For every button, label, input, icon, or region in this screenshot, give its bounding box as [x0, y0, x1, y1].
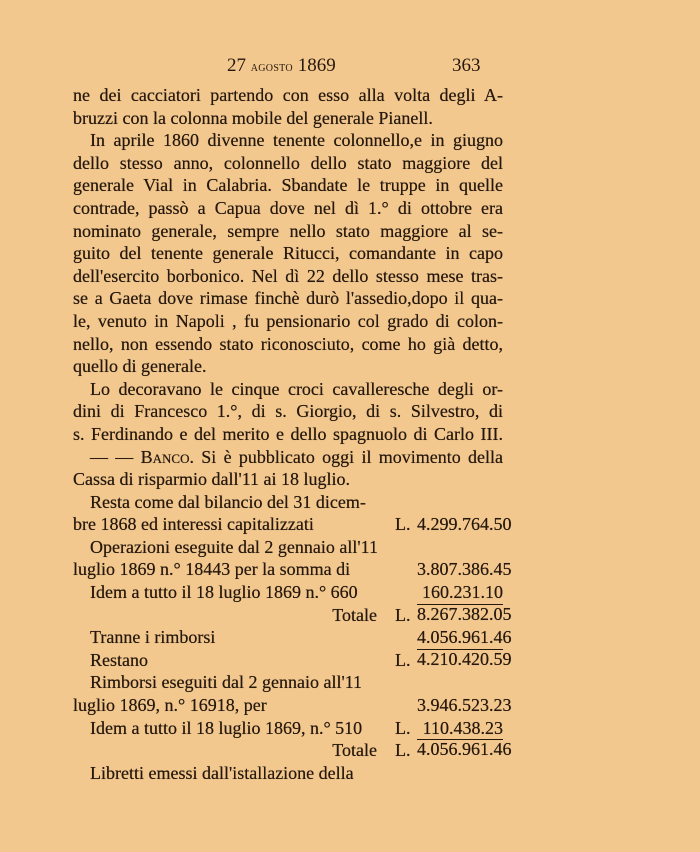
ledger-amount: 3.807.386.45 [417, 559, 512, 580]
text-line: ne dei cacciatori partendo con esso alla volta degli A- [73, 85, 503, 105]
ledger-row [73, 739, 512, 762]
ledger-currency [395, 671, 417, 694]
ledger-amount [417, 762, 503, 785]
ledger-amount [417, 491, 503, 514]
body-text [73, 84, 503, 446]
ledger-description: Tranne i rimborsi [90, 627, 216, 648]
text-line: se a Gaeta dove rimase finchè durò l'assedio,dopo il qua- [73, 288, 503, 309]
text-line: guito del tenente generale Ritucci, comandante in capo [73, 243, 503, 264]
ledger-description: Resta come dal bilancio del 31 dicem- [90, 491, 366, 512]
header-date [227, 55, 336, 77]
ledger-amount: 3.946.523.23 [417, 695, 512, 716]
ledger-description: Restano [90, 649, 148, 670]
ledger-amount: 160.231.10 [422, 582, 503, 603]
banco-intro: Si è pubblicato oggi il movimento della [201, 446, 504, 467]
ledger-row [73, 717, 503, 740]
ledger-table [73, 491, 512, 785]
em-dashes: — — [90, 446, 134, 467]
text-line: Cassa di risparmio dall'11 ai 18 luglio. [73, 469, 351, 490]
ledger-currency: L. [395, 717, 411, 738]
ledger-row [73, 648, 512, 672]
text-line: dello stesso anno, colonnello dello stato maggiore del [73, 152, 503, 173]
text-line: Lo decoravano le cinque croci cavalleresche degli or- [90, 378, 503, 399]
text-column [73, 84, 512, 784]
ledger-row [73, 762, 503, 785]
ledger-description: Totale [332, 740, 377, 761]
ledger-row [73, 513, 512, 536]
ledger-currency: L. [395, 649, 411, 670]
ledger-currency [395, 491, 417, 514]
date-year: 1869 [297, 55, 336, 76]
ledger-description: Rimborsi eseguiti dal 2 gennaio all'11 [90, 672, 363, 693]
ledger-row [73, 603, 512, 627]
text-line: s. Ferdinando e del merito e dello spagnuolo di Carlo III. [73, 423, 503, 444]
running-header [0, 55, 700, 79]
ledger-row [73, 671, 503, 694]
banco-heading-line [73, 446, 503, 469]
ledger-row [73, 694, 512, 717]
ledger-currency [395, 581, 417, 604]
ledger-amount [417, 536, 503, 559]
ledger-amount: 4.299.764.50 [417, 514, 512, 535]
text-line: dini di Francesco 1.°, di s. Giorgio, di s. Silvestro, di [73, 401, 503, 422]
date-month: agosto [250, 60, 293, 75]
ledger-description: Idem a tutto il 18 luglio 1869 n.° 660 [90, 582, 358, 603]
ledger-amount: 4.056.961.46 [417, 627, 512, 648]
ledger-currency [395, 694, 417, 717]
ledger-row [73, 626, 512, 649]
ledger-row [73, 558, 512, 581]
ledger-row [73, 491, 503, 514]
ledger-description: Totale [332, 604, 377, 625]
ledger-currency [395, 762, 417, 785]
text-line: nominato generale, sempre nello stato maggiore al se- [73, 220, 503, 241]
ledger-currency [395, 558, 417, 581]
text-line: dell'esercito borbonico. Nel dì 22 dello stesso mese tras- [73, 265, 503, 286]
ledger-description: Libretti emessi dall'istallazione della [90, 762, 354, 783]
text-line: le, venuto in Napoli , fu pensionario col grado di colon- [73, 310, 503, 331]
text-line: In aprile 1860 divenne tenente colonnello,e in giugno [90, 130, 503, 151]
ledger-amount: 4.210.420.59 [417, 648, 512, 669]
ledger-description: bre 1868 ed interessi capitalizzati [73, 514, 314, 535]
ledger-currency [395, 626, 417, 649]
ledger-amount: 4.056.961.46 [417, 739, 512, 760]
ledger-description: Idem a tutto il 18 luglio 1869, n.° 510 [90, 717, 363, 738]
ledger-currency [395, 536, 417, 559]
ledger-currency: L. [395, 604, 411, 625]
ledger-currency: L. [395, 740, 411, 761]
date-day: 27 [227, 55, 246, 76]
ledger-amount [417, 671, 503, 694]
text-line: nello, non essendo stato riconosciuto, come ho già detto, [73, 333, 503, 354]
section-heading-banco: Banco. [140, 446, 194, 467]
text-line: quello di generale. [73, 356, 207, 377]
text-line: generale Vial in Calabria. Sbandate le truppe in quelle [73, 175, 503, 196]
ledger-description: luglio 1869 n.° 18443 per la somma di [73, 559, 351, 580]
ledger-row [73, 536, 503, 559]
ledger-amount: 8.267.382.05 [417, 603, 512, 624]
text-line: bruzzi con la colonna mobile del generale Pianell. [73, 107, 433, 128]
page-number: 363 [452, 55, 481, 76]
ledger-description: luglio 1869, n.° 16918, per [73, 695, 267, 716]
text-line: contrade, passò a Capua dove nel dì 1.° di ottobre era [73, 197, 503, 218]
ledger-row [73, 581, 503, 604]
ledger-currency: L. [395, 514, 411, 535]
ledger-description: Operazioni eseguite dal 2 gennaio all'11 [90, 536, 378, 557]
ledger-amount: 110.438.23 [422, 717, 503, 738]
